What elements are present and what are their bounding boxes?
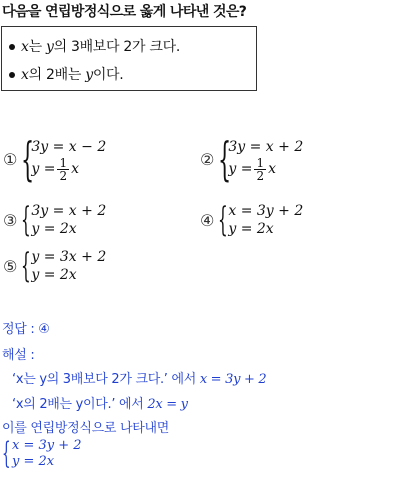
option-2-eq1: 3y = x + 2 (228, 138, 304, 155)
explanation-line-3: 이를 연립방정식으로 나타내면 (2, 421, 170, 436)
option-3-eq1: 3y = x + 2 (31, 203, 107, 219)
option-1-eq2-lhs: y = (31, 161, 56, 177)
option-4-mark: ④ (200, 210, 215, 230)
explanation-line-1-quote: ‘x는 y의 3배보다 2가 크다.’ 에서 (12, 372, 200, 387)
option-3-eq2: y = 2x (31, 221, 77, 237)
option-5-mark: ⑤ (3, 256, 18, 276)
bullet-icon (9, 44, 15, 50)
final-eq1: x = 3y + 2 (12, 438, 82, 453)
option-4-system (228, 202, 303, 238)
brace-icon: { (2, 436, 11, 471)
option-5[interactable] (3, 248, 106, 284)
condition-2-var-x: x (21, 67, 29, 83)
condition-2-text-b: 이다. (92, 67, 124, 83)
option-2-fraction (254, 157, 266, 182)
option-1-frac-num: 1 (59, 155, 68, 170)
explanation-line-1 (12, 368, 266, 387)
final-eq2: y = 2x (12, 454, 55, 469)
answer-label: 정답 : ④ (2, 322, 50, 337)
option-1-eq2-rhs: x (71, 161, 79, 177)
bullet-icon (9, 72, 15, 78)
option-4[interactable] (200, 202, 303, 238)
condition-1-text-a: 는 (28, 39, 46, 55)
option-1-mark: ① (3, 149, 18, 169)
option-2-frac-den: 2 (256, 168, 265, 183)
explanation-label: 해설 : (2, 348, 35, 363)
option-2-mark: ② (200, 149, 215, 169)
final-system-eqs (12, 438, 82, 470)
option-3-mark: ③ (3, 210, 18, 230)
final-system (2, 438, 82, 470)
option-2-frac-num: 1 (256, 155, 265, 170)
brace-icon: { (218, 132, 232, 186)
condition-1-var-y: y (45, 39, 54, 55)
option-5-eq2: y = 2x (31, 267, 77, 283)
condition-1 (9, 36, 180, 56)
brace-icon: { (21, 132, 35, 186)
explanation-line-2-eq: 2x = y (147, 397, 188, 412)
option-2[interactable] (200, 132, 304, 186)
option-2-system (228, 137, 303, 182)
brace-icon: { (218, 200, 229, 240)
brace-icon: { (21, 200, 32, 240)
option-3[interactable] (3, 202, 106, 238)
explanation-line-2-quote: ‘x의 2배는 y이다.’ 에서 (12, 397, 148, 412)
option-1-eq1: 3y = x − 2 (31, 138, 107, 155)
conditions-box (1, 26, 257, 91)
option-1[interactable] (3, 132, 107, 186)
question-text: 다음을 연립방정식으로 옳게 나타낸 것은? (2, 4, 247, 20)
option-2-eq2-lhs: y = (228, 161, 253, 177)
option-3-system (31, 202, 106, 238)
option-1-system (31, 137, 106, 182)
option-2-eq2-rhs: x (268, 161, 276, 177)
condition-1-text-b: 의 3배보다 2가 크다. (53, 39, 180, 55)
explanation-line-2 (12, 393, 188, 412)
condition-2-text-a: 의 2배는 (28, 67, 86, 83)
brace-icon: { (21, 246, 32, 286)
condition-2-var-y: y (85, 67, 93, 83)
option-5-eq1: y = 3x + 2 (31, 249, 107, 265)
condition-1-var-x: x (21, 39, 29, 55)
option-1-fraction (57, 157, 69, 182)
option-5-system (31, 248, 106, 284)
option-4-eq2: y = 2x (228, 221, 274, 237)
option-4-eq1: x = 3y + 2 (228, 203, 304, 219)
condition-2 (9, 64, 123, 84)
explanation-line-1-eq: x = 3y + 2 (199, 372, 267, 387)
option-1-frac-den: 2 (59, 168, 68, 183)
